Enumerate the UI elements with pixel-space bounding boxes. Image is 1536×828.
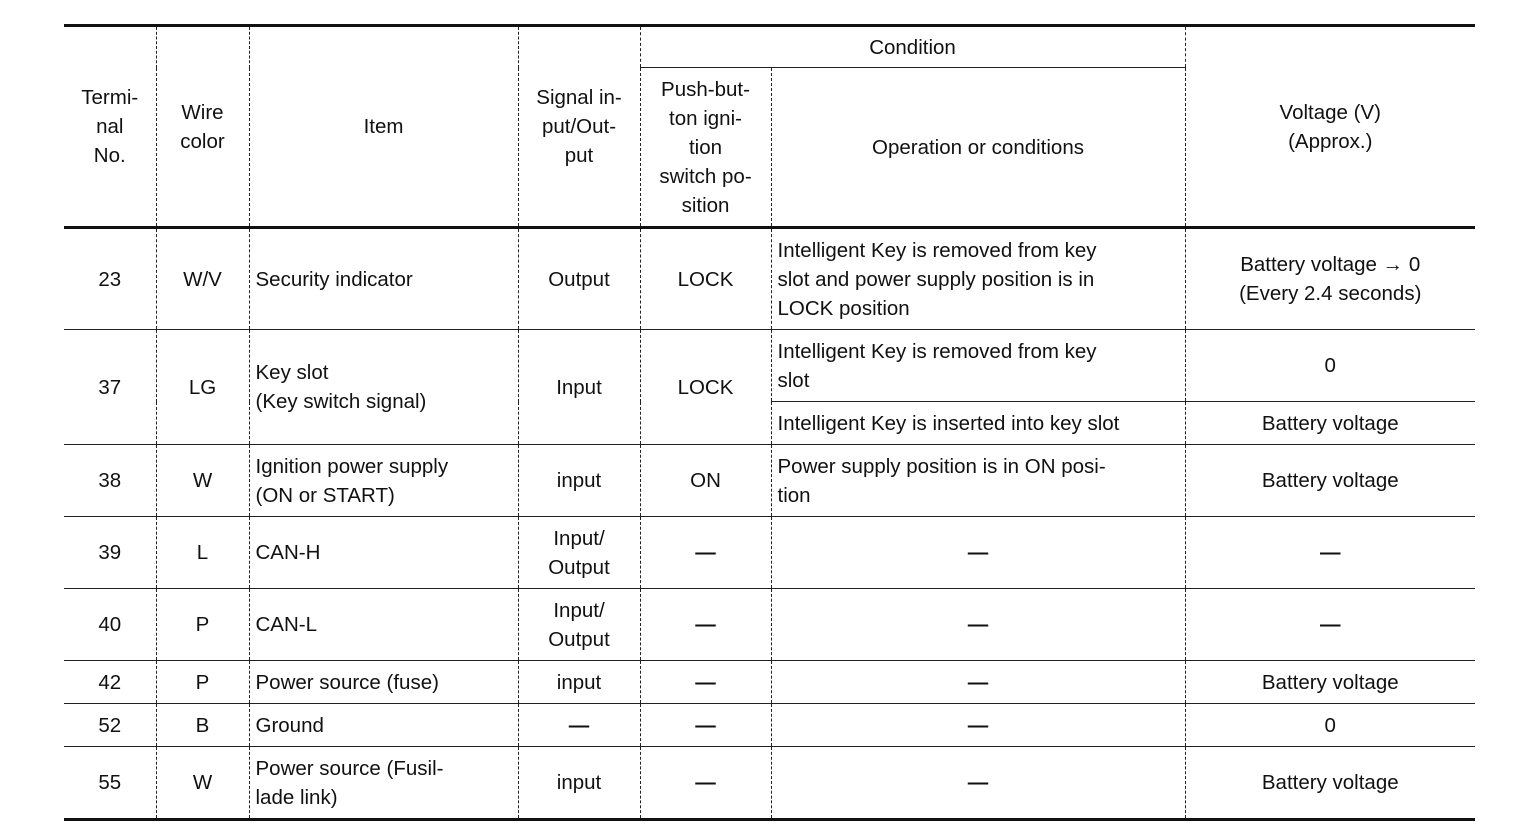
item-cell-text: Key slot: [255, 361, 329, 384]
signal-cell-text: —: [568, 713, 590, 737]
header-line: Voltage (V): [1279, 100, 1381, 124]
operation-cell-text: Power supply position is in ON posi-: [777, 454, 1106, 478]
item-cell-text: Power source (fuse): [255, 670, 439, 694]
signal-cell-text: input: [556, 670, 602, 694]
signal-cell: [518, 589, 640, 661]
terminal-no-cell-text: 42: [98, 670, 122, 694]
header-terminal-no: [64, 26, 156, 228]
table-row: [64, 661, 1475, 704]
switch-position-cell-text: LOCK: [677, 375, 734, 399]
operation-cell-text: —: [967, 713, 989, 737]
wire-color-cell-text: B: [195, 713, 210, 737]
header-condition: Condition: [640, 26, 1185, 68]
operation-cell-text: Intelligent Key is inserted into key slot: [777, 411, 1120, 435]
wire-color-cell: [156, 704, 249, 747]
item-cell: [249, 445, 518, 517]
wire-color-cell: [156, 517, 249, 589]
terminal-no-cell-text: 52: [98, 713, 122, 737]
header-switch-position: [640, 68, 771, 228]
signal-cell-text: Input: [556, 375, 602, 399]
operation-cell-text: slot: [777, 368, 810, 392]
header-line: Signal in-: [536, 86, 622, 109]
operation-cell-text: —: [967, 541, 989, 564]
operation-cell-text: —: [967, 771, 989, 794]
terminal-no-cell-text: 39: [98, 541, 122, 564]
table-row: [64, 704, 1475, 747]
operation-cell: [771, 704, 1185, 747]
switch-position-cell: [640, 661, 771, 704]
signal-cell: [518, 228, 640, 330]
switch-position-cell-text: —: [695, 670, 716, 694]
signal-cell-text: input: [556, 771, 602, 794]
terminal-no-cell: [64, 445, 156, 517]
operation-cell-text: slot and power supply position is in: [777, 267, 1095, 291]
switch-position-cell-text: —: [695, 541, 716, 564]
switch-position-cell: [640, 330, 771, 445]
switch-position-cell-text: —: [695, 613, 716, 636]
header-line: switch po-: [659, 164, 752, 188]
table-row: [64, 589, 1475, 661]
voltage-cell: [1185, 747, 1475, 820]
header-wire-color: [156, 26, 249, 228]
switch-position-cell-text: —: [695, 713, 716, 737]
item-cell-text: CAN-L: [255, 613, 318, 636]
table-header: [64, 26, 1475, 228]
voltage-cell-text: Battery voltage: [1261, 771, 1399, 794]
operation-cell: [771, 747, 1185, 820]
wire-color-cell: [156, 330, 249, 445]
voltage-cell-text: 0: [1324, 713, 1336, 737]
voltage-cell: [1185, 228, 1475, 330]
header-signal: [518, 26, 640, 228]
terminal-table: [64, 24, 1475, 821]
header-line: color: [180, 129, 225, 153]
voltage-cell-text: Battery voltage: [1261, 411, 1399, 435]
signal-cell: [518, 445, 640, 517]
operation-cell-text: —: [967, 613, 989, 636]
signal-cell-text: Output: [548, 555, 610, 579]
switch-position-cell: [640, 704, 771, 747]
terminal-no-cell: [64, 747, 156, 820]
signal-cell: [518, 517, 640, 589]
voltage-cell-text: Battery voltage: [1261, 670, 1399, 694]
operation-cell: [771, 228, 1185, 330]
wire-color-cell-text: LG: [188, 375, 217, 399]
operation-cell: [771, 330, 1185, 402]
voltage-cell: [1185, 704, 1475, 747]
switch-position-cell: [640, 747, 771, 820]
item-cell: [249, 661, 518, 704]
voltage-cell: [1185, 330, 1475, 402]
operation-cell-text: tion: [777, 483, 811, 507]
voltage-cell: [1185, 402, 1475, 445]
table-row: [64, 517, 1475, 589]
item-cell-text: CAN-H: [255, 541, 321, 564]
voltage-cell: [1185, 661, 1475, 704]
item-cell: [249, 517, 518, 589]
header-line: tion: [688, 135, 723, 159]
header-line: Wire: [181, 100, 224, 124]
voltage-cell: [1185, 589, 1475, 661]
item-cell-text: Ignition power supply: [255, 454, 449, 478]
wire-color-cell-text: W: [192, 469, 213, 492]
wire-color-cell: [156, 747, 249, 820]
signal-cell: [518, 747, 640, 820]
operation-cell-text: Intelligent Key is removed from key: [777, 339, 1097, 363]
operation-cell-text: LOCK position: [777, 296, 910, 320]
signal-cell: [518, 661, 640, 704]
table-row: [64, 228, 1475, 330]
signal-cell-text: Output: [548, 627, 610, 651]
switch-position-cell: [640, 445, 771, 517]
header-line: sition: [681, 193, 730, 217]
voltage-cell: [1185, 517, 1475, 589]
switch-position-cell-text: ON: [690, 469, 721, 492]
header-operation: Operation or conditions: [771, 68, 1185, 228]
terminal-no-cell-text: 37: [98, 375, 122, 399]
header-line: ton igni-: [669, 106, 742, 130]
wire-color-cell: [156, 228, 249, 330]
table-row: [64, 747, 1475, 820]
voltage-cell: [1185, 445, 1475, 517]
signal-cell-text: input: [556, 469, 602, 492]
terminal-no-cell: [64, 517, 156, 589]
header-line: put: [564, 144, 594, 167]
operation-cell: [771, 589, 1185, 661]
terminal-no-cell-text: 38: [98, 469, 122, 492]
header-line: No.: [93, 144, 126, 167]
voltage-cell-text: —: [1320, 613, 1341, 636]
item-cell: [249, 747, 518, 820]
operation-cell: [771, 517, 1185, 589]
terminal-no-cell-text: 40: [98, 613, 122, 636]
voltage-cell-text: (Every 2.4 seconds): [1239, 282, 1422, 305]
operation-cell-text: Intelligent Key is removed from key: [777, 238, 1097, 262]
signal-cell: [518, 704, 640, 747]
item-cell-text: Power source (Fusil-: [255, 756, 444, 780]
switch-position-cell: [640, 589, 771, 661]
signal-cell: [518, 330, 640, 445]
wire-color-cell: [156, 589, 249, 661]
terminal-no-cell: [64, 330, 156, 445]
header-line: (Approx.): [1288, 129, 1373, 153]
item-cell: [249, 704, 518, 747]
item-cell-text: Ground: [255, 713, 324, 737]
voltage-cell-text: 0: [1324, 354, 1336, 377]
wire-color-cell-text: W: [192, 771, 213, 794]
operation-cell-text: —: [967, 670, 989, 694]
wire-color-cell-text: P: [195, 613, 210, 636]
wire-color-cell-text: L: [196, 541, 209, 564]
item-cell: [249, 589, 518, 661]
table-row: [64, 445, 1475, 517]
terminal-no-cell-text: 23: [98, 267, 122, 291]
item-cell-text: (ON or START): [255, 483, 395, 507]
table-body: [64, 228, 1475, 820]
header-voltage: [1185, 26, 1475, 228]
operation-cell: [771, 402, 1185, 445]
item-cell-text: lade link): [255, 785, 338, 809]
voltage-cell-text: Battery voltage: [1261, 469, 1399, 492]
header-item: Item: [249, 26, 518, 228]
header-line: Termi-: [81, 86, 139, 109]
switch-position-cell: [640, 228, 771, 330]
wire-color-cell: [156, 661, 249, 704]
wire-color-cell-text: P: [195, 670, 210, 694]
wire-color-cell-text: W/V: [183, 267, 222, 291]
header-line: put/Out-: [541, 115, 617, 138]
operation-cell: [771, 445, 1185, 517]
header-line: Push-but-: [661, 77, 750, 101]
switch-position-cell-text: LOCK: [677, 267, 734, 291]
switch-position-cell-text: —: [695, 771, 716, 794]
header-line: nal: [96, 115, 124, 138]
voltage-cell-text: —: [1320, 541, 1341, 564]
wire-color-cell: [156, 445, 249, 517]
item-cell-text: Security indicator: [255, 267, 413, 291]
terminal-no-cell: [64, 661, 156, 704]
signal-cell-text: Input/: [553, 598, 605, 622]
terminal-no-cell-text: 55: [98, 771, 122, 794]
signal-cell-text: Output: [548, 267, 610, 291]
switch-position-cell: [640, 517, 771, 589]
terminal-no-cell: [64, 589, 156, 661]
table-row: [64, 330, 1475, 402]
signal-cell-text: Input/: [553, 526, 605, 550]
item-cell: [249, 330, 518, 445]
terminal-no-cell: [64, 704, 156, 747]
terminal-no-cell: [64, 228, 156, 330]
item-cell-text: (Key switch signal): [255, 390, 427, 413]
voltage-cell-text: Battery voltage → 0: [1240, 253, 1421, 276]
operation-cell: [771, 661, 1185, 704]
item-cell: [249, 228, 518, 330]
